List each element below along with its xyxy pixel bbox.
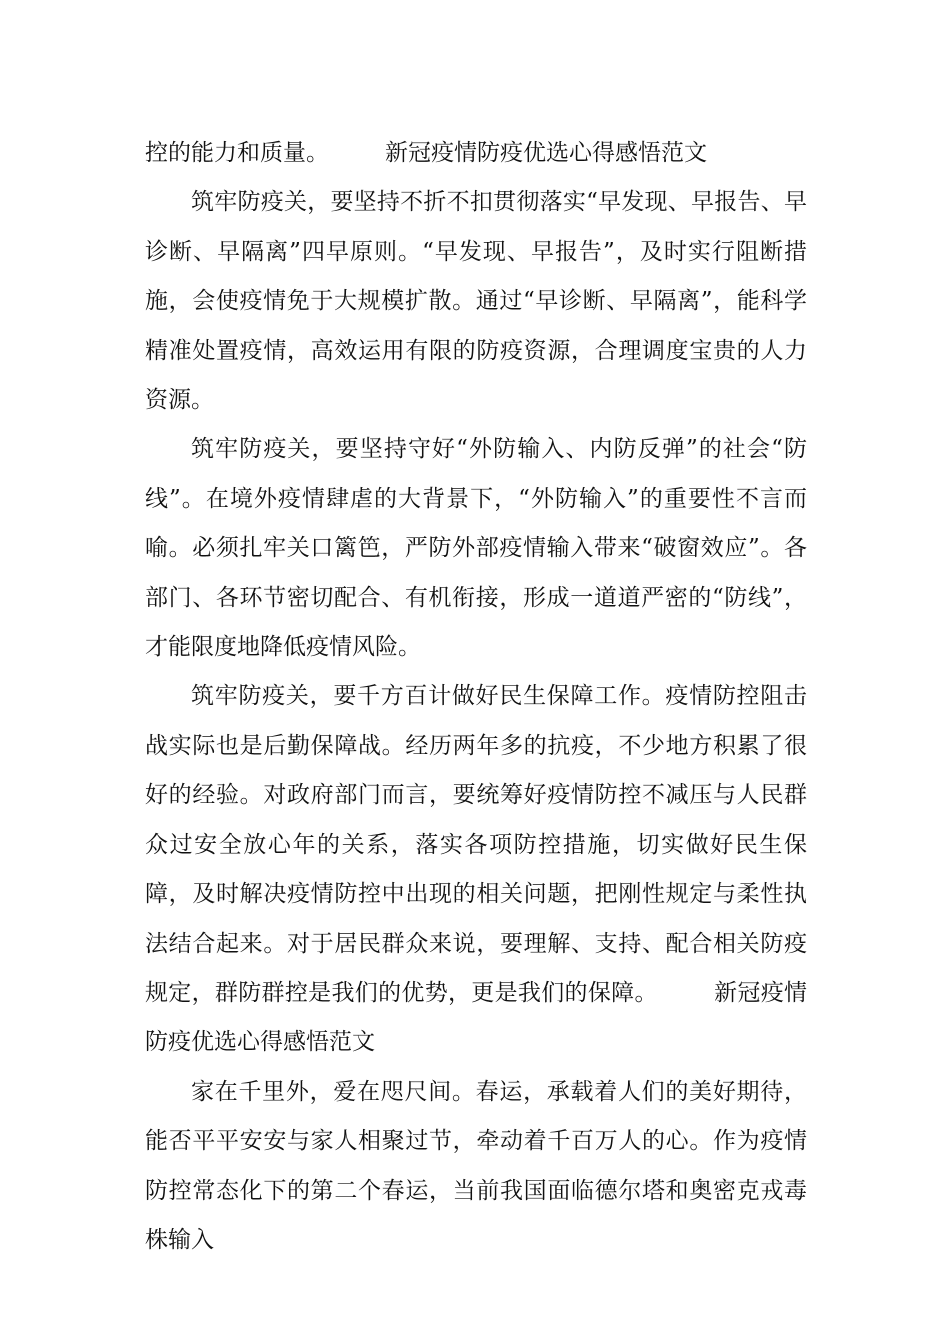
- paragraph-3: 筑牢防疫关，要坚持守好“外防输入、内防反弹”的社会“防线”。在境外疫情肆虐的大背景下，“外防输入”的重要性不言而喻。必须扎牢关口篱笆，严防外部疫情输入带来“破窗效应”。各部门、各环节密切配合、有机衔接，形成一道道严密的“防线”，才能限度地降低疫情风险。: [145, 436, 807, 661]
- document-body: [145, 129, 807, 1265]
- section-heading-1: 新冠疫情防疫优选心得感悟范文: [385, 140, 707, 166]
- section-heading-2: 新冠疫情防疫优选心得感悟范文: [145, 979, 808, 1056]
- paragraph-4: [145, 672, 807, 1067]
- paragraph-4-text: 筑牢防疫关，要千方百计做好民生保障工作。疫情防控阻击战实际也是后勤保障战。经历两年多的抗疫，不少地方积累了很好的经验。对政府部门而言，要统筹好疫情防控不减压与人民群众过安全放心年的关系，落实各项防控措施，切实做好民生保障，及时解决疫情防控中出现的相关问题，把刚性规定与柔性执法结合起来。对于居民群众来说，要理解、支持、配合相关防疫规定，群防群控是我们的优势，更是我们的保障。: [145, 683, 807, 1006]
- paragraph-5: 家在千里外，爱在咫尺间。春运，承载着人们的美好期待，能否平平安安与家人相聚过节，牵动着千百万人的心。作为疫情防控常态化下的第二个春运，当前我国面临德尔塔和奥密克戎毒株输入: [145, 1078, 807, 1253]
- paragraph-1-text: 控的能力和质量。: [145, 140, 329, 166]
- paragraph-2: 筑牢防疫关，要坚持不折不扣贯彻落实“早发现、早报告、早诊断、早隔离”四早原则。“早发现、早报告”，及时实行阻断措施，会使疫情免于大规模扩散。通过“早诊断、早隔离”，能科学精准处置疫情，高效运用有限的防疫资源，合理调度宝贵的人力资源。: [145, 189, 807, 414]
- paragraph-1: [145, 129, 807, 178]
